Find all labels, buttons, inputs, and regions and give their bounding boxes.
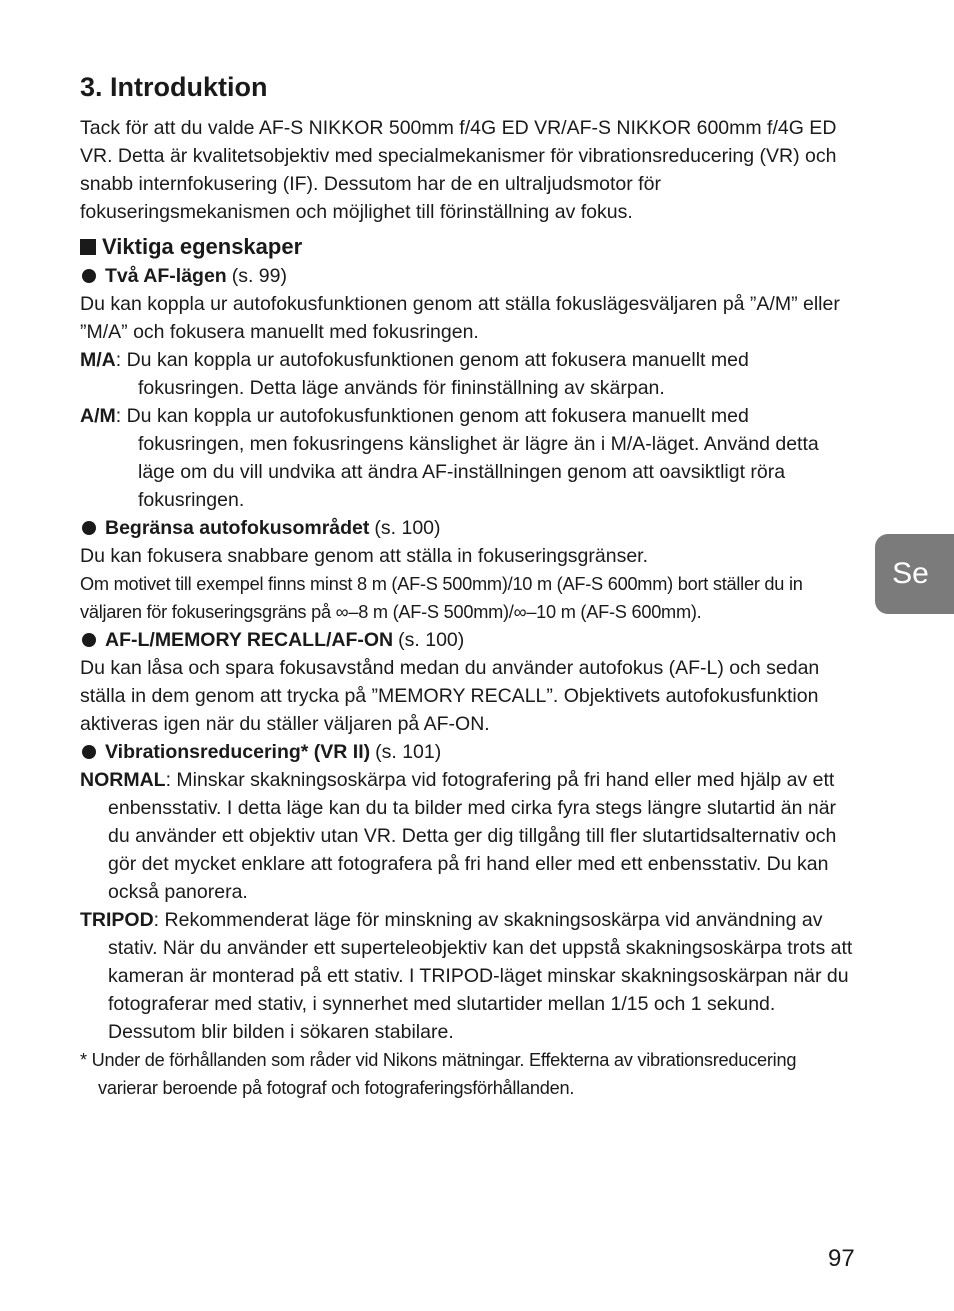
footnote-text: Under de förhållanden som råder vid Nikons mätningar. Effekterna av vibrationsreducering varierar beroende på fotograf och fotograferingsförhållanden. <box>91 1050 797 1098</box>
af-modes-ref: (s. 99) <box>231 265 287 287</box>
normal-label: NORMAL <box>80 769 166 791</box>
memory-heading <box>80 626 860 654</box>
tripod-text: Rekommenderat läge för minskning av skakningsoskärpa vid användning av stativ. När du använder ett superteleobjektiv kan det uppstå skakningsoskärpa trots att kameran är monterad på ett stativ. I TRIPOD-läget minskar skakningsoskärpan när du fotograferar med stativ, i synnerhet med slutartider mellan 1/15 och 1 sekund. Dessutom blir bilden i sökaren stabilare. <box>108 909 853 1043</box>
normal-text: Minskar skakningsoskärpa vid fotografering på fri hand eller med hjälp av ett enbensstativ. I detta läge kan du ta bilder med cirka fyra stegs längre slutartid än när du använder ett objektiv utan VR. Detta ger dig tillgång till fler slutartidsalternativ och gör det mycket enklare att fotografera på fri hand eller med ett enbensstativ. Du kan också panorera. <box>108 769 837 903</box>
round-bullet-icon <box>82 633 96 647</box>
page-title: 3. Introduktion <box>80 72 268 102</box>
features-heading-text: Viktiga egenskaper <box>102 234 303 259</box>
limit-ref: (s. 100) <box>374 517 441 539</box>
memory-title: AF-L/MEMORY RECALL/AF-ON <box>105 629 394 651</box>
af-modes-title: Två AF-lägen <box>105 265 227 287</box>
limit-title: Begränsa autofokusområdet <box>105 517 370 539</box>
limit-text-2: Om motivet till exempel finns minst 8 m (AF-S 500mm)/10 m (AF-S 600mm) bort ställer du in väljaren för fokuseringsgräns på ∞–8 m (AF-S 500mm)/∞–10 m (AF-S 600mm). <box>80 574 803 622</box>
tripod-label: TRIPOD <box>80 909 154 931</box>
intro-paragraph: Tack för att du valde AF-S NIKKOR 500mm f/4G ED VR/AF-S NIKKOR 600mm f/4G ED VR. Detta är kvalitetsobjektiv med specialmekanismer för vibrationsreducering (VR) och snabb internfokusering (IF). Dessutom har de en ultraljudsmotor för fokuseringsmekanismen och möjlighet till förinställning av fokus. <box>80 117 837 223</box>
limit-heading <box>80 514 860 542</box>
round-bullet-icon <box>82 269 96 283</box>
normal-mode-entry: NORMAL: Minskar skakningsoskärpa vid fotografering på fri hand eller med hjälp av ett enbensstativ. I detta läge kan du ta bilder med cirka fyra stegs längre slutartid än när du använder ett objektiv utan VR. Detta ger dig tillgång till fler slutartidsalternativ och gör det mycket enklare att fotografera på fri hand eller med ett enbensstativ. Du kan också panorera. <box>80 769 837 903</box>
af-modes-heading <box>80 262 860 290</box>
ma-label: M/A <box>80 349 116 371</box>
page-number: 97 <box>828 1245 855 1272</box>
features-heading <box>80 232 860 262</box>
footnote-mark: * <box>80 1050 87 1070</box>
round-bullet-icon <box>82 521 96 535</box>
tripod-mode-entry: TRIPOD: Rekommenderat läge för minskning av skakningsoskärpa vid användning av stativ. När du använder ett superteleobjektiv kan det uppstå skakningsoskärpa trots att kameran är monterad på ett stativ. I TRIPOD-läget minskar skakningsoskärpan när du fotograferar med stativ, i synnerhet med slutartider mellan 1/15 och 1 sekund. Dessutom blir bilden i sökaren stabilare. <box>80 909 853 1043</box>
page-content <box>80 70 860 1102</box>
af-modes-text: Du kan koppla ur autofokusfunktionen genom att ställa fokuslägesväljaren på ”A/M” eller ”M/A” och fokusera manuellt med fokusringen. <box>80 293 840 343</box>
vr-heading <box>80 738 860 766</box>
memory-ref: (s. 100) <box>398 629 465 651</box>
am-label: A/M <box>80 405 116 427</box>
square-bullet-icon <box>80 239 96 255</box>
language-tab <box>875 534 954 614</box>
round-bullet-icon <box>82 745 96 759</box>
am-text: Du kan koppla ur autofokusfunktionen genom att fokusera manuellt med fokusringen, men fokusringens känslighet är lägre än i M/A-läget. Använd detta läge om du vill undvika att ändra AF-inställningen genom att oavsiktligt röra fokusringen. <box>126 405 819 511</box>
am-mode-entry: A/M: Du kan koppla ur autofokusfunktionen genom att fokusera manuellt med fokusringen, men fokusringens känslighet är lägre än i M/A-läget. Använd detta läge om du vill undvika att ändra AF-inställningen genom att oavsiktligt röra fokusringen. <box>80 405 819 511</box>
memory-text: Du kan låsa och spara fokusavstånd medan du använder autofokus (AF-L) och sedan ställa in dem genom att trycka på ”MEMORY RECALL”. Objektivets autofokusfunktion aktiveras igen när du ställer väljaren på AF-ON. <box>80 657 820 735</box>
ma-text: Du kan koppla ur autofokusfunktionen genom att fokusera manuellt med fokusringen. Detta läge används för fininställning av skärpan. <box>126 349 749 399</box>
vr-ref: (s. 101) <box>375 741 442 763</box>
limit-text-1: Du kan fokusera snabbare genom att ställa in fokuseringsgränser. <box>80 545 648 567</box>
language-tab-label: Se <box>892 557 929 590</box>
footnote <box>80 1046 860 1102</box>
ma-mode-entry: M/A: Du kan koppla ur autofokusfunktionen genom att fokusera manuellt med fokusringen. Detta läge används för fininställning av skärpan. <box>80 349 749 399</box>
vr-title: Vibrationsreducering* (VR II) <box>105 741 371 763</box>
